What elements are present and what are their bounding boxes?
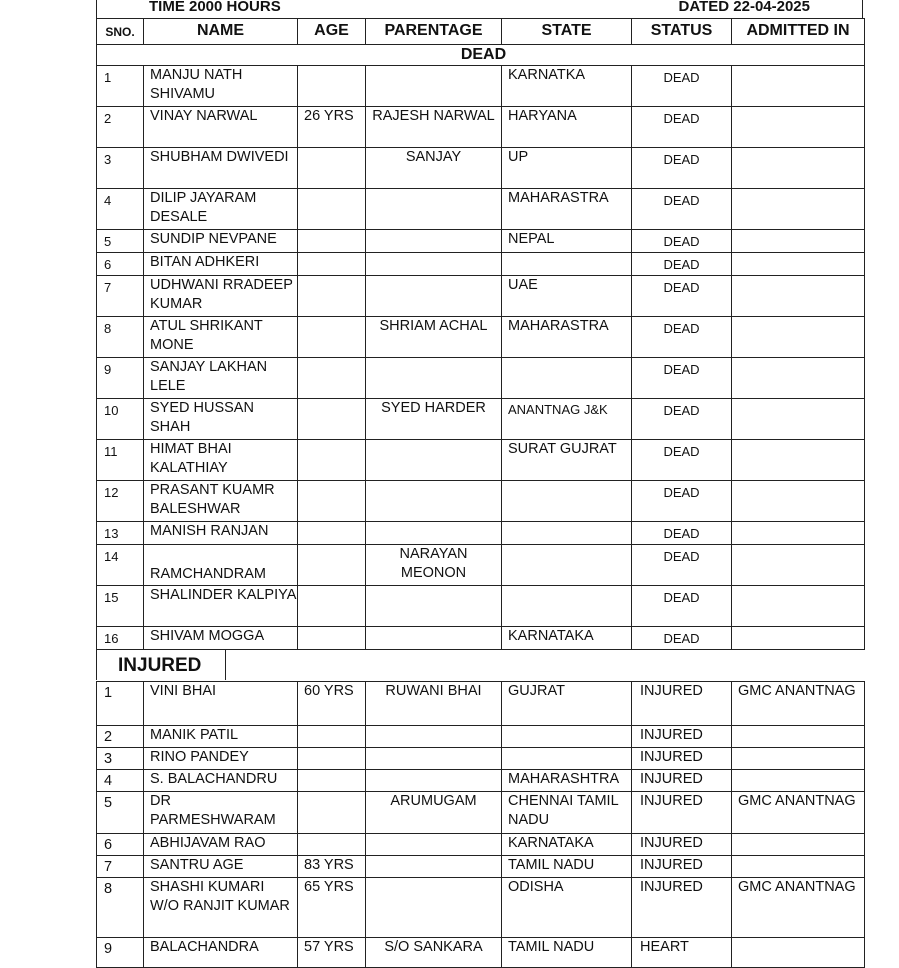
dead-row xyxy=(97,107,865,148)
row-status: INJURED xyxy=(632,792,732,834)
row-name: SYED HUSSAN SHAH xyxy=(144,399,298,440)
report-date: DATED 22-04-2025 xyxy=(678,0,810,15)
row-status: INJURED xyxy=(632,834,732,856)
row-parentage xyxy=(366,522,502,545)
row-sno: 2 xyxy=(97,726,144,748)
injured-row xyxy=(97,682,865,726)
injured-row xyxy=(97,856,865,878)
row-admitted: GMC ANANTNAG xyxy=(732,878,865,938)
row-parentage xyxy=(366,748,502,770)
row-state xyxy=(502,726,632,748)
row-sno: 3 xyxy=(97,148,144,189)
row-sno: 8 xyxy=(97,878,144,938)
row-age xyxy=(298,189,366,230)
row-admitted xyxy=(732,586,865,627)
row-name: MANIK PATIL xyxy=(144,726,298,748)
row-age xyxy=(298,230,366,253)
row-status: INJURED xyxy=(632,856,732,878)
dead-row xyxy=(97,253,865,276)
row-parentage xyxy=(366,276,502,317)
dead-row xyxy=(97,317,865,358)
row-state: SURAT GUJRAT xyxy=(502,440,632,481)
row-age xyxy=(298,748,366,770)
row-admitted xyxy=(732,856,865,878)
row-state xyxy=(502,586,632,627)
row-parentage xyxy=(366,230,502,253)
row-sno: 8 xyxy=(97,317,144,358)
row-admitted xyxy=(732,399,865,440)
row-parentage xyxy=(366,66,502,107)
row-status: HEART xyxy=(632,938,732,968)
row-sno: 1 xyxy=(97,66,144,107)
row-sno: 12 xyxy=(97,481,144,522)
injured-row xyxy=(97,878,865,938)
row-admitted xyxy=(732,834,865,856)
row-name: MANJU NATH SHIVAMU xyxy=(144,66,298,107)
row-age: 26 YRS xyxy=(298,107,366,148)
row-parentage xyxy=(366,440,502,481)
row-parentage xyxy=(366,770,502,792)
row-age xyxy=(298,522,366,545)
row-admitted xyxy=(732,481,865,522)
row-status: DEAD xyxy=(632,66,732,107)
row-state: NEPAL xyxy=(502,230,632,253)
row-age xyxy=(298,148,366,189)
dead-row xyxy=(97,189,865,230)
row-status: DEAD xyxy=(632,545,732,586)
row-name: SHUBHAM DWIVEDI xyxy=(144,148,298,189)
dead-row xyxy=(97,522,865,545)
row-status: DEAD xyxy=(632,586,732,627)
row-state: MAHARASHTRA xyxy=(502,770,632,792)
injured-section-header xyxy=(96,650,863,681)
row-name: BALACHANDRA xyxy=(144,938,298,968)
row-sno: 4 xyxy=(97,189,144,230)
row-name: VINAY NARWAL xyxy=(144,107,298,148)
row-name: SUNDIP NEVPANE xyxy=(144,230,298,253)
row-admitted xyxy=(732,148,865,189)
report-time: TIME 2000 HOURS xyxy=(149,0,281,15)
row-status: DEAD xyxy=(632,440,732,481)
row-name: SANTRU AGE xyxy=(144,856,298,878)
row-age: 83 YRS xyxy=(298,856,366,878)
dead-row xyxy=(97,399,865,440)
row-sno: 9 xyxy=(97,358,144,399)
column-header-admitted: ADMITTED IN xyxy=(732,19,865,45)
dead-section-row xyxy=(97,45,865,66)
row-status: INJURED xyxy=(632,878,732,938)
row-state: HARYANA xyxy=(502,107,632,148)
row-sno: 16 xyxy=(97,627,144,650)
row-sno: 10 xyxy=(97,399,144,440)
row-status: INJURED xyxy=(632,748,732,770)
dead-row xyxy=(97,66,865,107)
dead-row xyxy=(97,586,865,627)
row-admitted xyxy=(732,276,865,317)
row-status: INJURED xyxy=(632,726,732,748)
row-parentage: SYED HARDER xyxy=(366,399,502,440)
row-admitted xyxy=(732,230,865,253)
row-age: 65 YRS xyxy=(298,878,366,938)
row-sno: 4 xyxy=(97,770,144,792)
row-status: DEAD xyxy=(632,317,732,358)
row-state: MAHARASTRA xyxy=(502,189,632,230)
casualty-sheet xyxy=(96,0,863,968)
row-status: INJURED xyxy=(632,682,732,726)
row-state: TAMIL NADU xyxy=(502,856,632,878)
row-age xyxy=(298,317,366,358)
row-age xyxy=(298,253,366,276)
row-age xyxy=(298,770,366,792)
row-state xyxy=(502,748,632,770)
row-age xyxy=(298,586,366,627)
row-state: KARNATKA xyxy=(502,66,632,107)
row-parentage xyxy=(366,189,502,230)
row-parentage xyxy=(366,627,502,650)
dead-section-label: DEAD xyxy=(97,45,865,66)
row-name: SHIVAM MOGGA xyxy=(144,627,298,650)
dead-row xyxy=(97,230,865,253)
row-status: DEAD xyxy=(632,107,732,148)
row-sno: 5 xyxy=(97,792,144,834)
row-status: DEAD xyxy=(632,189,732,230)
row-admitted xyxy=(732,770,865,792)
injured-row xyxy=(97,792,865,834)
row-status: DEAD xyxy=(632,253,732,276)
row-age xyxy=(298,399,366,440)
dead-row xyxy=(97,627,865,650)
row-name: SHALINDER KALPIYA xyxy=(144,586,298,627)
row-state xyxy=(502,522,632,545)
row-parentage xyxy=(366,856,502,878)
column-header-name: NAME xyxy=(144,19,298,45)
row-state: ANANTNAG J&K xyxy=(502,399,632,440)
row-status: DEAD xyxy=(632,230,732,253)
row-admitted xyxy=(732,358,865,399)
injured-row xyxy=(97,748,865,770)
row-state xyxy=(502,253,632,276)
row-sno: 15 xyxy=(97,586,144,627)
row-name: PRASANT KUAMR BALESHWAR xyxy=(144,481,298,522)
row-admitted xyxy=(732,545,865,586)
row-age xyxy=(298,358,366,399)
row-age xyxy=(298,440,366,481)
row-sno: 7 xyxy=(97,856,144,878)
row-parentage xyxy=(366,358,502,399)
row-parentage: RUWANI BHAI xyxy=(366,682,502,726)
row-age xyxy=(298,627,366,650)
row-sno: 13 xyxy=(97,522,144,545)
dead-table xyxy=(96,18,865,650)
row-name: RAMCHANDRAM xyxy=(144,545,298,586)
row-status: DEAD xyxy=(632,399,732,440)
row-sno: 6 xyxy=(97,834,144,856)
row-age xyxy=(298,545,366,586)
dead-row xyxy=(97,481,865,522)
row-name: HIMAT BHAI KALATHIAY xyxy=(144,440,298,481)
row-parentage: ARUMUGAM xyxy=(366,792,502,834)
injured-row xyxy=(97,834,865,856)
row-name: DR PARMESHWARAM xyxy=(144,792,298,834)
row-status: DEAD xyxy=(632,148,732,189)
row-name: ATUL SHRIKANT MONE xyxy=(144,317,298,358)
row-admitted xyxy=(732,253,865,276)
row-status: INJURED xyxy=(632,770,732,792)
row-sno: 14 xyxy=(97,545,144,586)
row-admitted xyxy=(732,317,865,358)
row-admitted xyxy=(732,726,865,748)
dead-row xyxy=(97,148,865,189)
row-sno: 11 xyxy=(97,440,144,481)
dead-row xyxy=(97,545,865,586)
row-parentage xyxy=(366,878,502,938)
row-state: TAMIL NADU xyxy=(502,938,632,968)
row-name: RINO PANDEY xyxy=(144,748,298,770)
row-status: DEAD xyxy=(632,627,732,650)
row-state: GUJRAT xyxy=(502,682,632,726)
row-age xyxy=(298,481,366,522)
row-admitted xyxy=(732,66,865,107)
column-header-status: STATUS xyxy=(632,19,732,45)
column-header-sno: SNO. xyxy=(97,19,144,45)
row-status: DEAD xyxy=(632,522,732,545)
row-parentage: NARAYAN MEONON xyxy=(366,545,502,586)
row-admitted: GMC ANANTNAG xyxy=(732,682,865,726)
injured-section-label: INJURED xyxy=(96,650,226,680)
row-parentage: SANJAY xyxy=(366,148,502,189)
injured-row xyxy=(97,726,865,748)
dead-row xyxy=(97,358,865,399)
row-sno: 5 xyxy=(97,230,144,253)
row-admitted xyxy=(732,107,865,148)
row-name: SHASHI KUMARI W/O RANJIT KUMAR xyxy=(144,878,298,938)
row-sno: 2 xyxy=(97,107,144,148)
row-parentage xyxy=(366,726,502,748)
row-sno: 6 xyxy=(97,253,144,276)
row-state: MAHARASTRA xyxy=(502,317,632,358)
row-age: 60 YRS xyxy=(298,682,366,726)
row-admitted xyxy=(732,627,865,650)
injured-table xyxy=(96,681,865,968)
row-name: DILIP JAYARAM DESALE xyxy=(144,189,298,230)
row-state xyxy=(502,545,632,586)
row-age: 57 YRS xyxy=(298,938,366,968)
row-status: DEAD xyxy=(632,276,732,317)
row-sno: 7 xyxy=(97,276,144,317)
row-state: KARNATAKA xyxy=(502,627,632,650)
row-parentage xyxy=(366,481,502,522)
row-state: UAE xyxy=(502,276,632,317)
row-parentage xyxy=(366,253,502,276)
row-name: VINI BHAI xyxy=(144,682,298,726)
row-state: KARNATAKA xyxy=(502,834,632,856)
injured-row xyxy=(97,770,865,792)
row-parentage: S/O SANKARA xyxy=(366,938,502,968)
row-name: UDHWANI RRADEEP KUMAR xyxy=(144,276,298,317)
row-age xyxy=(298,726,366,748)
row-state: UP xyxy=(502,148,632,189)
column-header-parentage: PARENTAGE xyxy=(366,19,502,45)
row-name: S. BALACHANDRU xyxy=(144,770,298,792)
report-header xyxy=(96,0,863,18)
row-admitted xyxy=(732,522,865,545)
row-admitted: GMC ANANTNAG xyxy=(732,792,865,834)
row-sno: 3 xyxy=(97,748,144,770)
row-parentage xyxy=(366,834,502,856)
dead-row xyxy=(97,440,865,481)
row-name: BITAN ADHKERI xyxy=(144,253,298,276)
dead-row xyxy=(97,276,865,317)
column-header-row xyxy=(97,19,865,45)
column-header-age: AGE xyxy=(298,19,366,45)
row-parentage xyxy=(366,586,502,627)
row-parentage: SHRIAM ACHAL xyxy=(366,317,502,358)
row-state xyxy=(502,481,632,522)
row-state xyxy=(502,358,632,399)
row-admitted xyxy=(732,189,865,230)
row-admitted xyxy=(732,748,865,770)
row-age xyxy=(298,792,366,834)
row-sno: 9 xyxy=(97,938,144,968)
row-name: ABHIJAVAM RAO xyxy=(144,834,298,856)
row-age xyxy=(298,66,366,107)
row-name: MANISH RANJAN xyxy=(144,522,298,545)
row-state: CHENNAI TAMIL NADU xyxy=(502,792,632,834)
row-age xyxy=(298,834,366,856)
row-name: SANJAY LAKHAN LELE xyxy=(144,358,298,399)
row-parentage: RAJESH NARWAL xyxy=(366,107,502,148)
column-header-state: STATE xyxy=(502,19,632,45)
row-status: DEAD xyxy=(632,358,732,399)
row-admitted xyxy=(732,440,865,481)
row-sno: 1 xyxy=(97,682,144,726)
row-age xyxy=(298,276,366,317)
row-state: ODISHA xyxy=(502,878,632,938)
row-status: DEAD xyxy=(632,481,732,522)
